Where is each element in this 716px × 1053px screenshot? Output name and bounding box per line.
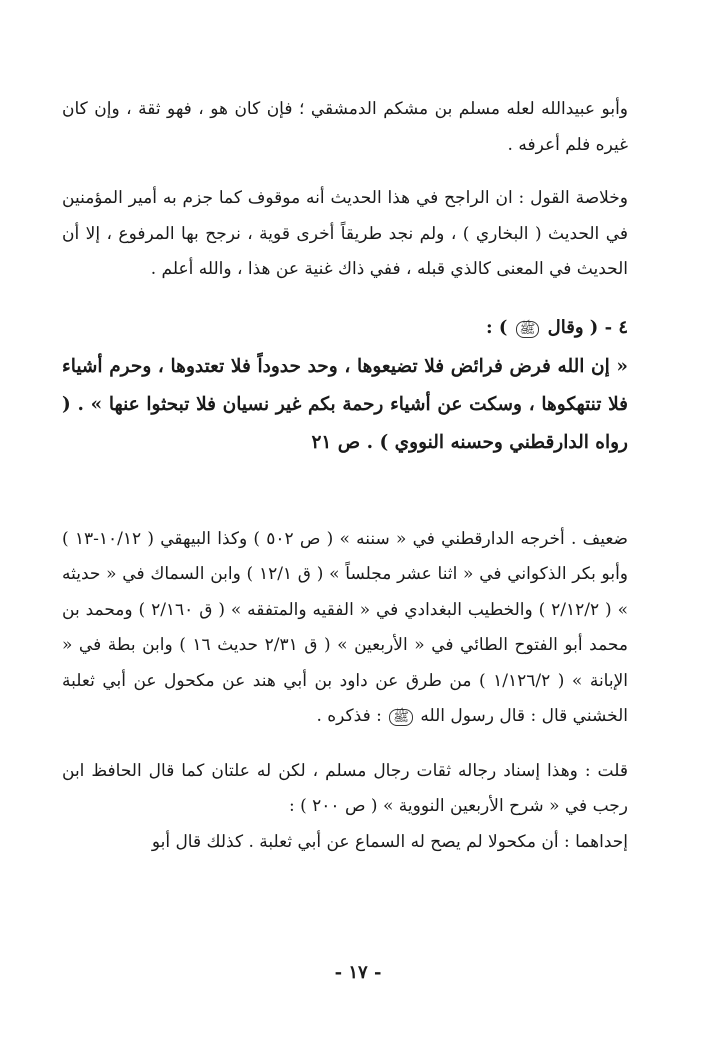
takhrij-text: ضعيف . أخرجه الدارقطني في « سننه » ( ص ٥٠٢ ) وكذا البيهقي ( ١٠/١٢-١٣ ) وأبو بكر الذكواني في « اثنا عشر مجلساً » ( ق ١٢/١ ) وابن السماك في « حديثه » ( ٢/١٢/٢ ) والخطيب البغدادي في « الفقيه والمتفقه » ( ق ٢/١٦٠ ) ومحمد بن محمد أبو الفتوح الطائي في « الأربعين » ( ق ٢/٣١ حديث ١٦ ) وابن بطة في « الإبانة » ( ١/١٢٦/٢ ) من طرق عن داود بن أبي هند عن مكحول عن أبي ثعلبة الخشني قال : قال رسول الله: [62, 528, 629, 726]
hadith-number-label: ٤ - ( وقال: [547, 316, 628, 338]
page-number: - ١٧ -: [334, 962, 382, 983]
hadith-text: « إن الله فرض فرائض فلا تضيعوها ، وحد حدوداً فلا تعتدوها ، وحرم أشياء فلا تنتهكوها ، وسكت عن أشياء رحمة بكم غير نسيان فلا تبحثوا عنها » .: [62, 355, 628, 415]
pbuh-glyph-icon: ﷺ: [516, 321, 540, 338]
page-body: [62, 92, 628, 860]
pbuh-glyph-icon: ﷺ: [389, 709, 413, 726]
paragraph-comment: قلت : وهذا إسناد رجاله ثقات رجال مسلم ، لكن له علتان كما قال الحافظ ابن رجب في « شرح الأربعين النووية » ( ص ٢٠٠ ) :: [62, 760, 628, 816]
paragraph-conclusion: وخلاصة القول : ان الراجح في هذا الحديث أنه موقوف كما جزم به أمير المؤمنين في الحديث ( البخاري ) ، ولم نجد طريقاً أخرى قوية ، نرجح بها المرفوع ، إلا أن الحديث في المعنى كالذي قبله ، ففي ذاك غنية عن هذا ، والله أعلم .: [62, 188, 628, 279]
hadith-heading-end: ) :: [485, 316, 508, 338]
paragraph-takhrij: [62, 522, 628, 736]
paragraph-narrator-note: وأبو عبيدالله لعله مسلم بن مشكم الدمشقي ؛ فإن كان هو ، فهو ثقة ، وإن كان غيره فلم أعرفه .: [62, 99, 628, 155]
hadith-text-block: [62, 348, 628, 462]
hadith-source: ( رواه الدارقطني وحسنه النووي ) . ص ٢١: [62, 393, 628, 453]
takhrij-end: : فذكره .: [316, 706, 382, 726]
hadith-heading: [62, 310, 628, 348]
paragraph-first-defect: إحداهما : أن مكحولا لم يصح له السماع عن أبي ثعلبة . كذلك قال أبو: [151, 831, 628, 852]
